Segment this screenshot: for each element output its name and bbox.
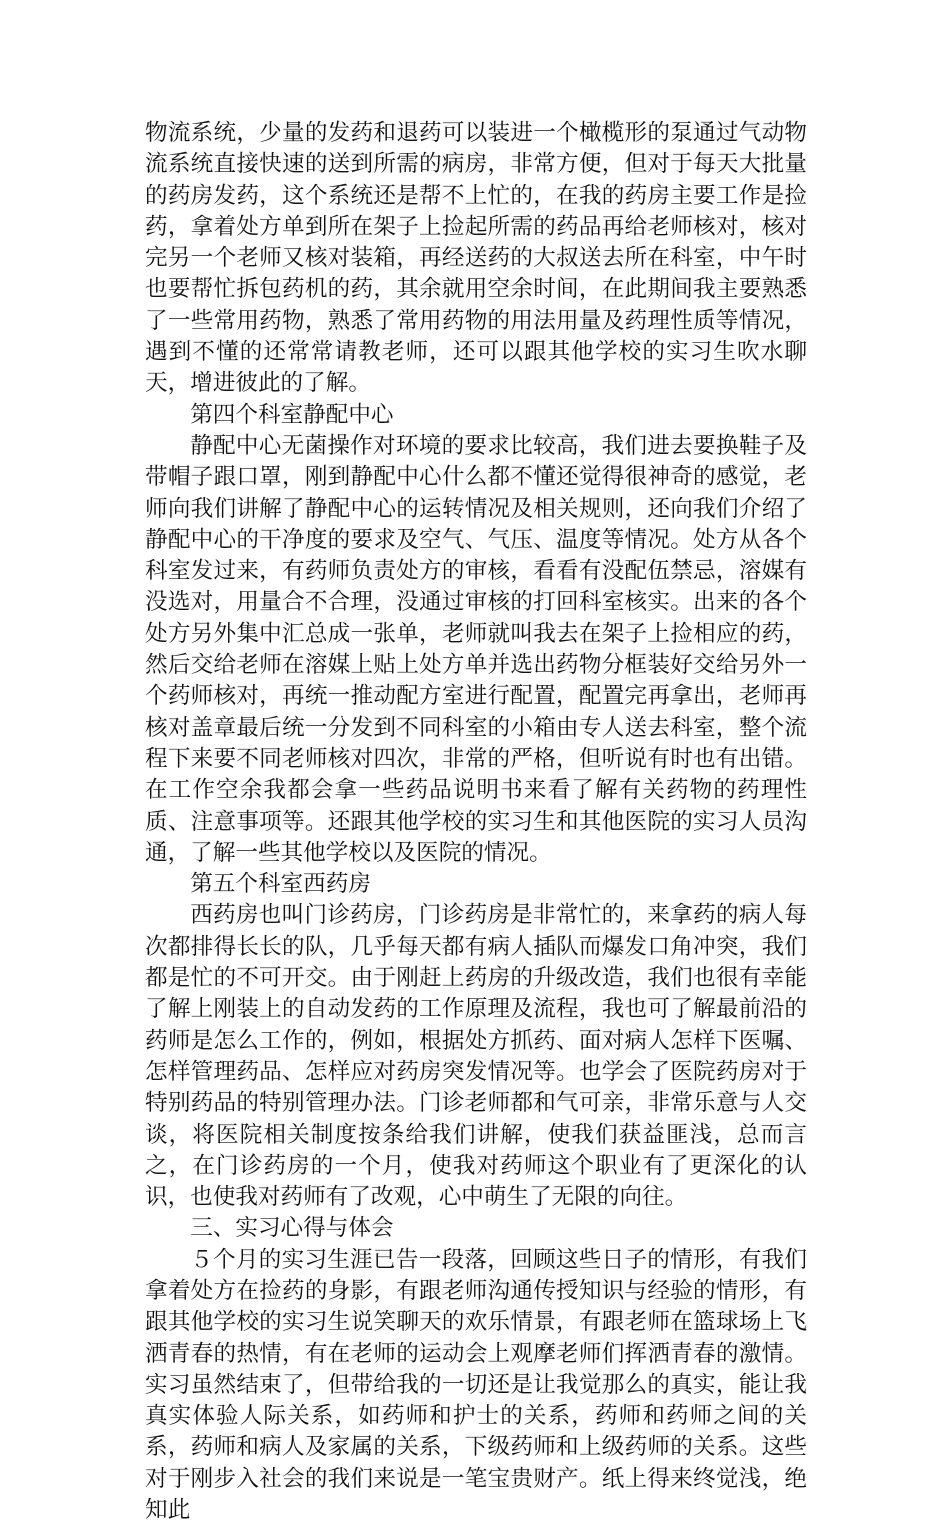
paragraph-internship-reflections: ５个月的实习生涯已告一段落，回顾这些日子的情形，有我们拿着处方在捡药的身影，有跟老师沟通传授知识与经验的情形，有跟其他学校的实习生说笑聊天的欢乐情景，有跟老师在篮球场上飞洒青春的热情，有在老师的运动会上观摩老师们挥洒青春的激情。实习虽然结束了，但带给我的一切还是让我觉那么的真实，能让我真实体验人际关系，如药师和护士的关系，药师和药师之间的关系，药师和病人及家属的关系，下级药师和上级药师的关系。这些对于刚步入社会的我们来说是一笔宝贵财产。纸上得来终觉浅，绝知此	[145, 1246, 807, 1524]
paragraph-western-pharmacy: 西药房也叫门诊药房，门诊药房是非常忙的，来拿药的病人每次都排得长长的队，几乎每天都有病人插队而爆发口角冲突，我们都是忙的不可开交。由于刚赶上药房的升级改造，我们也很有幸能了解上刚装上的自动发药的工作原理及流程，我也可了解最前沿的药师是怎么工作的，例如，根据处方抓药、面对病人怎样下医嘱、怎样管理药品、怎样应对药房突发情况等。也学会了医院药房对于特别药品的特别管理办法。门诊老师都和气可亲，非常乐意与人交谈，将医院相关制度按条给我们讲解，使我们获益匪浅，总而言之，在门诊药房的一个月，使我对药师这个职业有了更深化的认识，也使我对药师有了改观，心中萌生了无限的向往。	[145, 902, 807, 1211]
section-heading-western-pharmacy: 第五个科室西药房	[190, 871, 371, 898]
paragraph-iv-admixture-center: 静配中心无菌操作对环境的要求比较高，我们进去要换鞋子及带帽子跟口罩，刚到静配中心什么都不懂还觉得很神奇的感觉，老师向我们讲解了静配中心的运转情况及相关规则，还向我们介绍了静配中心的干净度的要求及空气、气压、温度等情况。处方从各个科室发过来，有药师负责处方的审核，看看有没配伍禁忌，溶媒有没选对，用量合不合理，没通过审核的打回科室核实。出来的各个处方另外集中汇总成一张单，老师就叫我去在架子上捡相应的药，然后交给老师在溶媒上贴上处方单并选出药物分框装好交给另外一个药师核对，再统一推动配方室进行配置，配置完再拿出，老师再核对盖章最后统一分发到不同科室的小箱由专人送去科室，整个流程下来要不同老师核对四次，非常的严格，但听说有时也有出错。在工作空余我都会拿一些药品说明书来看了解有关药物的药理性质、注意事项等。还跟其他学校的实习生和其他医院的实习人员沟通，了解一些其他学校以及医院的情况。	[145, 432, 807, 866]
section-heading-internship-reflections: 三、实习心得与体会	[190, 1215, 394, 1242]
section-heading-iv-admixture-center: 第四个科室静配中心	[190, 401, 394, 428]
document-page	[145, 118, 807, 1526]
paragraph-pharmacy-dispensing: 物流系统，少量的发药和退药可以装进一个橄榄形的泵通过气动物流系统直接快速的送到所需的病房，非常方便，但对于每天大批量的药房发药，这个系统还是帮不上忙的，在我的药房主要工作是捡药，拿着处方单到所在架子上捡起所需的药品再给老师核对，核对完另一个老师又核对装箱，再经送药的大叔送去所在科室，中午时也要帮忙拆包药机的药，其余就用空余时间，在此期间我主要熟悉了一些常用药物，熟悉了常用药物的用法用量及药理性质等情况，遇到不懂的还常常请教老师，还可以跟其他学校的实习生吹水聊天，增进彼此的了解。	[145, 120, 807, 397]
